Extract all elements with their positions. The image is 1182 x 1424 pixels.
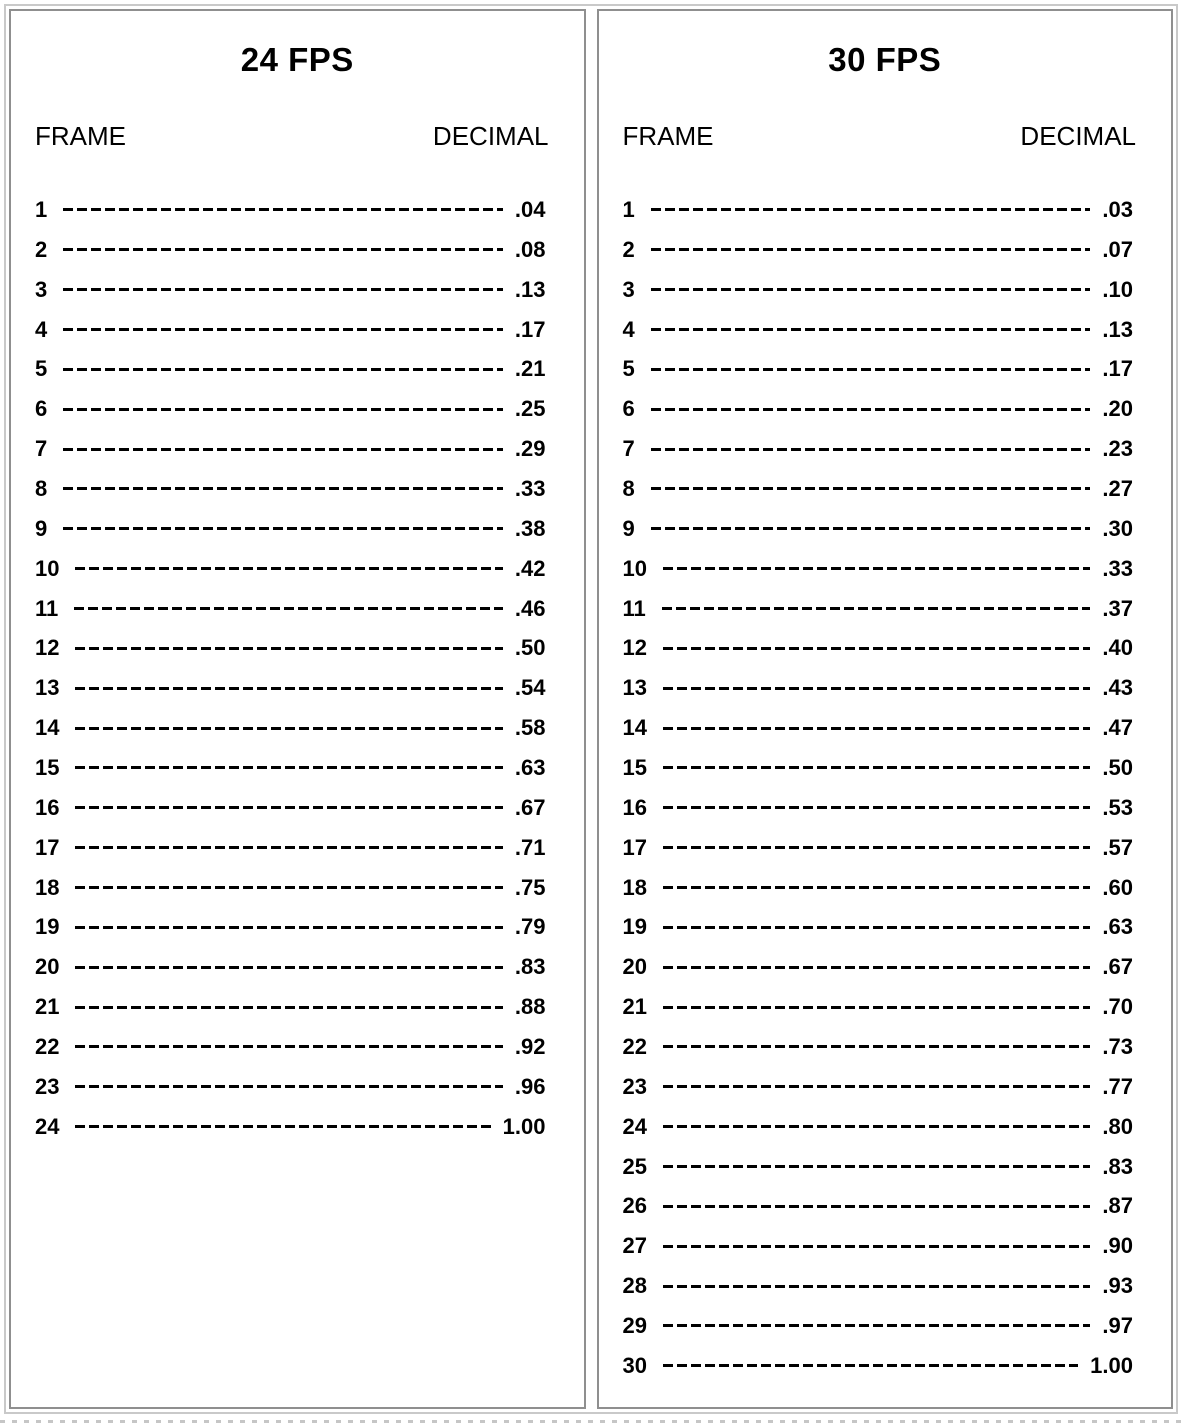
table-row (599, 907, 1172, 947)
table-row (599, 828, 1172, 868)
frame-number: 23 (622, 1073, 647, 1099)
dash-leader (663, 806, 1090, 809)
table-row (11, 628, 584, 668)
dash-leader (63, 487, 503, 490)
table-row (599, 1346, 1172, 1386)
frame-number: 14 (35, 715, 60, 741)
frame-number: 4 (35, 316, 48, 342)
decimal-value: .63 (1102, 914, 1133, 940)
table-row (11, 310, 584, 350)
decimal-value: .30 (1102, 515, 1133, 541)
table-row (599, 1067, 1172, 1107)
table-row (11, 1027, 584, 1067)
conversion-rows-24fps (11, 190, 584, 1147)
decimal-value: .37 (1102, 595, 1133, 621)
table-row (11, 828, 584, 868)
table-row (599, 1266, 1172, 1306)
decimal-value: .96 (514, 1073, 546, 1099)
table-row (599, 1186, 1172, 1226)
decimal-value: .83 (514, 954, 546, 980)
decimal-value: .97 (1102, 1312, 1133, 1338)
frame-number: 9 (35, 515, 48, 541)
panel-title-30fps: 30 FPS (828, 41, 942, 78)
dash-leader (63, 408, 503, 411)
dash-leader (663, 1285, 1090, 1288)
frame-number: 1 (622, 196, 635, 222)
decimal-value: .90 (1102, 1233, 1133, 1259)
dash-leader (663, 966, 1090, 969)
table-row (11, 509, 584, 549)
decimal-value: .33 (514, 475, 546, 501)
table-row (11, 987, 584, 1027)
frame-number: 18 (622, 874, 647, 900)
frame-number: 25 (622, 1153, 647, 1179)
decimal-value: .03 (1102, 196, 1133, 222)
frame-number: 27 (622, 1233, 647, 1259)
table-row (11, 668, 584, 708)
decimal-value: .33 (1102, 555, 1133, 581)
frame-number: 4 (622, 316, 635, 342)
dash-leader (75, 1045, 502, 1048)
frame-number: 11 (35, 595, 59, 621)
dash-leader (663, 1205, 1090, 1208)
dash-leader (651, 448, 1091, 451)
frame-column-header: FRAME (622, 121, 714, 151)
frame-number: 17 (35, 834, 60, 860)
frame-column-header: FRAME (35, 121, 126, 151)
decimal-value: .07 (1102, 236, 1133, 262)
table-row (11, 190, 584, 230)
decimal-value: .77 (1102, 1073, 1133, 1099)
dash-leader (663, 1165, 1090, 1168)
frame-number: 12 (35, 635, 60, 661)
frame-number: 26 (622, 1193, 647, 1219)
dash-leader (663, 886, 1090, 889)
table-row (11, 389, 584, 429)
panel-title-24fps: 24 FPS (240, 41, 354, 78)
frame-number: 1 (35, 196, 48, 222)
decimal-value: .75 (514, 874, 546, 900)
dash-leader (663, 926, 1090, 929)
table-row (599, 788, 1172, 828)
table-row (11, 947, 584, 987)
dash-leader (63, 288, 503, 291)
table-row (599, 1306, 1172, 1346)
table-row (11, 788, 584, 828)
frame-number: 6 (35, 396, 48, 422)
dash-leader (651, 288, 1091, 291)
dash-leader (63, 527, 503, 530)
dash-leader (663, 727, 1090, 730)
decimal-value: .71 (514, 834, 546, 860)
frame-number: 22 (622, 1033, 647, 1059)
table-row (599, 190, 1172, 230)
dash-leader (651, 368, 1091, 371)
frame-number: 24 (622, 1113, 647, 1139)
frame-number: 12 (622, 635, 647, 661)
decimal-value: .54 (514, 675, 546, 701)
frame-number: 10 (35, 555, 60, 581)
dash-leader (663, 846, 1090, 849)
decimal-value: .57 (1102, 834, 1133, 860)
dash-leader (63, 368, 503, 371)
decimal-value: .13 (514, 276, 546, 302)
decimal-value: .38 (514, 515, 546, 541)
table-row (599, 270, 1172, 310)
frame-number: 15 (35, 754, 60, 780)
table-row (599, 230, 1172, 270)
dash-leader (75, 567, 502, 570)
frame-number: 23 (35, 1073, 60, 1099)
decimal-value: .93 (1102, 1273, 1133, 1299)
frame-number: 8 (622, 475, 635, 501)
dash-leader (651, 248, 1091, 251)
sheet-frame (4, 4, 1178, 1414)
frame-number: 14 (622, 715, 647, 741)
dash-leader (663, 766, 1090, 769)
table-row (11, 868, 584, 908)
decimal-column-header: DECIMAL (432, 121, 549, 151)
frame-number: 20 (622, 954, 647, 980)
decimal-value: .46 (514, 595, 546, 621)
table-row (11, 549, 584, 589)
frame-number: 28 (622, 1273, 647, 1299)
dash-leader (75, 647, 502, 650)
table-row (599, 1107, 1172, 1147)
dash-leader (651, 208, 1091, 211)
table-row (11, 589, 584, 629)
frame-number: 20 (35, 954, 60, 980)
decimal-value: .47 (1102, 715, 1133, 741)
dash-leader (75, 1125, 490, 1128)
decimal-value: .27 (1102, 475, 1133, 501)
dash-leader (75, 1006, 502, 1009)
frame-number: 16 (35, 794, 60, 820)
table-row (11, 429, 584, 469)
dash-leader (75, 846, 502, 849)
frame-number: 15 (622, 754, 647, 780)
frame-number: 3 (622, 276, 635, 302)
frame-number: 2 (622, 236, 635, 262)
conversion-rows-30fps (599, 190, 1172, 1386)
table-row (599, 389, 1172, 429)
decimal-value: .63 (514, 754, 546, 780)
dash-leader (63, 248, 503, 251)
table-row (599, 349, 1172, 389)
decimal-value: .42 (514, 555, 546, 581)
table-row (11, 1067, 584, 1107)
dash-leader (663, 1245, 1090, 1248)
table-row (11, 230, 584, 270)
dash-leader (74, 607, 503, 610)
decimal-value: .58 (514, 715, 546, 741)
table-row (599, 589, 1172, 629)
dash-leader (75, 966, 502, 969)
frame-number: 13 (35, 675, 60, 701)
table-row (11, 748, 584, 788)
decimal-value: .79 (514, 914, 546, 940)
decimal-value: .50 (1102, 754, 1133, 780)
dash-leader (663, 687, 1090, 690)
decimal-value: .43 (1102, 675, 1133, 701)
frame-number: 5 (35, 356, 48, 382)
dash-leader (63, 328, 503, 331)
bottom-dashed-line (0, 1420, 1182, 1423)
frame-number: 19 (35, 914, 60, 940)
dash-leader (663, 1125, 1090, 1128)
frame-number: 10 (622, 555, 647, 581)
decimal-value: .87 (1102, 1193, 1133, 1219)
frame-number: 18 (35, 874, 60, 900)
decimal-value: .67 (514, 794, 546, 820)
table-row (599, 987, 1172, 1027)
frame-number: 22 (35, 1033, 60, 1059)
decimal-value: .23 (1102, 436, 1133, 462)
decimal-value: .21 (514, 356, 546, 382)
frame-number: 13 (622, 675, 647, 701)
frame-number: 5 (622, 356, 635, 382)
dash-leader (75, 687, 502, 690)
decimal-value: .92 (514, 1033, 546, 1059)
table-row (599, 549, 1172, 589)
decimal-value: .70 (1102, 994, 1133, 1020)
dash-leader (663, 1006, 1090, 1009)
table-row (11, 349, 584, 389)
decimal-value: 1.00 (502, 1113, 546, 1139)
dash-leader (662, 607, 1091, 610)
decimal-value: .17 (514, 316, 546, 342)
table-row (599, 1226, 1172, 1266)
dash-leader (651, 487, 1091, 490)
decimal-value: .53 (1102, 794, 1133, 820)
table-row (11, 708, 584, 748)
decimal-value: .50 (514, 635, 546, 661)
decimal-value: .40 (1102, 635, 1133, 661)
table-row (599, 708, 1172, 748)
column-headers (11, 121, 584, 151)
table-row (599, 1027, 1172, 1067)
frame-number: 6 (622, 396, 635, 422)
frame-number: 17 (622, 834, 647, 860)
dash-leader (75, 886, 502, 889)
table-row (599, 1147, 1172, 1187)
dash-leader (651, 527, 1091, 530)
table-row (599, 668, 1172, 708)
decimal-value: .80 (1102, 1113, 1133, 1139)
frame-number: 7 (35, 436, 48, 462)
panel-24fps (9, 9, 586, 1409)
decimal-value: .60 (1102, 874, 1133, 900)
frame-number: 7 (622, 436, 635, 462)
decimal-value: .04 (514, 196, 546, 222)
frame-number: 16 (622, 794, 647, 820)
decimal-value: .88 (514, 994, 546, 1020)
dash-leader (75, 766, 502, 769)
frame-number: 11 (622, 595, 646, 621)
table-row (599, 947, 1172, 987)
frame-number: 8 (35, 475, 48, 501)
panel-30fps (597, 9, 1174, 1409)
decimal-value: .17 (1102, 356, 1133, 382)
frame-number: 24 (35, 1113, 60, 1139)
dash-leader (75, 1085, 502, 1088)
table-row (599, 310, 1172, 350)
decimal-value: .20 (1102, 396, 1133, 422)
frame-number: 21 (35, 994, 60, 1020)
dash-leader (75, 926, 502, 929)
dash-leader (651, 408, 1091, 411)
table-row (599, 748, 1172, 788)
table-row (599, 429, 1172, 469)
frame-number: 2 (35, 236, 48, 262)
dash-leader (651, 328, 1091, 331)
frame-number: 19 (622, 914, 647, 940)
decimal-value: .13 (1102, 316, 1133, 342)
decimal-value: .08 (514, 236, 546, 262)
dash-leader (75, 806, 502, 809)
decimal-value: .25 (514, 396, 546, 422)
dash-leader (663, 1324, 1090, 1327)
dash-leader (663, 1364, 1078, 1367)
table-row (11, 1107, 584, 1147)
dash-leader (75, 727, 502, 730)
decimal-column-header: DECIMAL (1020, 121, 1136, 151)
frame-number: 21 (622, 994, 647, 1020)
dash-leader (63, 208, 503, 211)
frame-number: 3 (35, 276, 48, 302)
frame-number: 9 (622, 515, 635, 541)
table-row (599, 469, 1172, 509)
frame-number: 30 (622, 1352, 647, 1378)
frame-number: 29 (622, 1312, 647, 1338)
decimal-value: .83 (1102, 1153, 1133, 1179)
table-row (11, 469, 584, 509)
dash-leader (663, 1045, 1090, 1048)
column-headers (599, 121, 1172, 151)
dash-leader (63, 448, 503, 451)
table-row (599, 868, 1172, 908)
dash-leader (663, 1085, 1090, 1088)
table-row (599, 509, 1172, 549)
decimal-value: 1.00 (1090, 1352, 1133, 1378)
decimal-value: .73 (1102, 1033, 1133, 1059)
dash-leader (663, 647, 1090, 650)
table-row (11, 907, 584, 947)
decimal-value: .29 (514, 436, 546, 462)
table-row (599, 628, 1172, 668)
decimal-value: .67 (1102, 954, 1133, 980)
dash-leader (663, 567, 1090, 570)
table-row (11, 270, 584, 310)
decimal-value: .10 (1102, 276, 1133, 302)
